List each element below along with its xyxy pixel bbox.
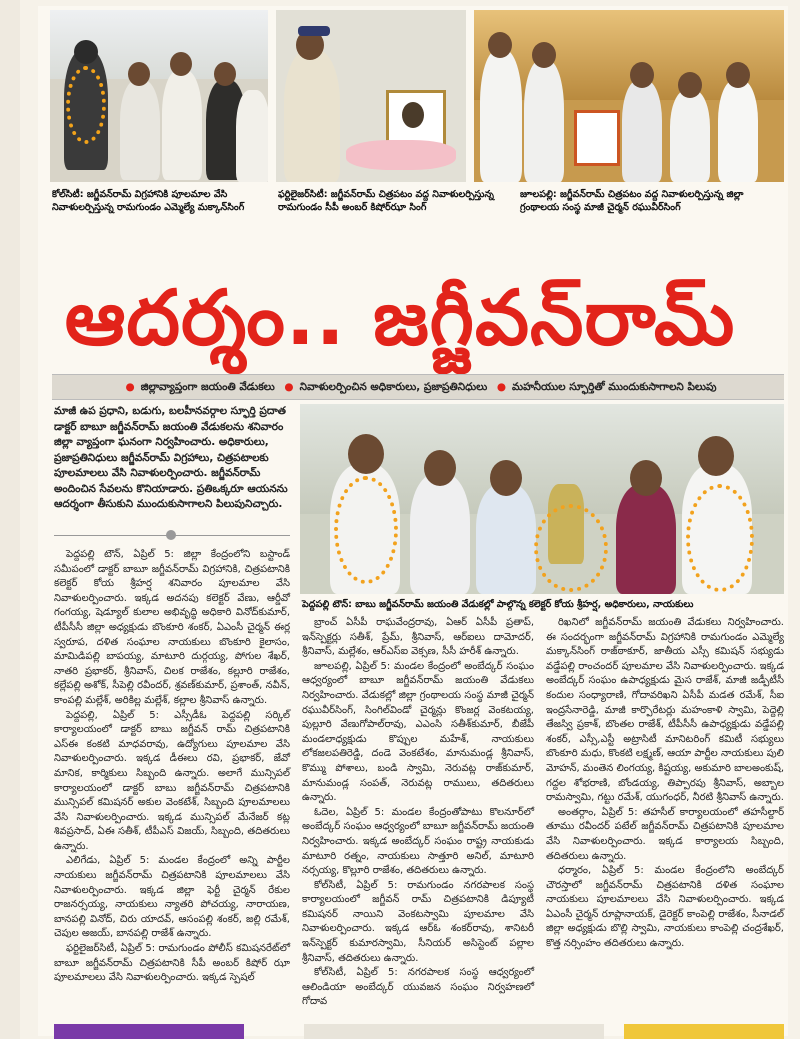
article-paragraph: ఓదెల, ఏప్రిల్ 5: మండల కేంద్రంతోపాటు కొలనూర్‌లో అంబేద్కర్ సంఘం ఆధ్వర్యంలో బాబూ జగ్జీవన్‌రామ్ జయంతి నిర్వహించారు. ఇక్కడ అంబేద్కర్ సంఘం రాష్ట్ర నాయకుడు మాటూరి రత్నం, నాయకులు సాత్తూరి అనిల్, మాటూరి నర్సయ్య, కొల్లూరి రాజేశం, తదితరులు ఉన్నారు.: [302, 806, 534, 877]
caption-top-right: జూలపల్లి: జగ్జీవన్‌రామ్ చిత్రపటం వద్ద నివాళులర్పిస్తున్న జిల్లా గ్రంథాలయ సంస్థ మాజీ చైర్మన్ రఘువీర్‌సింగ్: [520, 189, 744, 213]
article-paragraph: కోల్‌సిటీ, ఏప్రిల్ 5: నగరపాలక సంస్థ ఆధ్వర్యంలో ఆలిండియా అంబేద్కర్ యువజన సంఘం నిర్వహణలో గోదావ: [302, 967, 534, 1008]
article-paragraph: రిఖనిలో జగ్జీవన్‌రామ్ జయంతి వేడుకలు నిర్వహించారు. ఈ సందర్భంగా జగ్జీవన్‌రామ్ విగ్రహానికి రామగుండం ఎమ్మెల్యే మక్కాన్‌సింగ్ రాజ్‌ఠాకూర్, జాతీయ ఎస్సీ కమిషన్ సభ్యుడు వడ్డేపల్లి రాంచందర్ పూలమాల వేసి నివాళులర్పించారు. ఇక్కడ అంబేద్కర్ సంఘం ఉపాధ్యక్షుడు మైస రాజేశ్, మాజీ జడ్పీటీసీ కందుల సంధ్యారాణి, గోదావరిఖని ఏసీపీ మడత రమేశ్, సీఐ ఇంద్రసేనారెడ్డి, మాజీ కార్పొరేటర్లు మహంకాళి స్వామి, పెద్దెల్లి తేజస్వి ప్రకాశ్, బొంతల రాజేశ్, టీపీసీసీ ఉపాధ్యక్షుడు వడ్డేపల్లి శంకర్, ఎస్సీ,ఎస్టీ అట్రాసిటీ మానిటరింగ్ కమిటీ సభ్యులు బొంకూరి మధు, కొంకటి లక్ష్మణ్, ఆయా పార్టీల నాయకులు పులి మోహన్, మంతెన లింగయ్య, కిష్టయ్య, అకుమారి బాలఅంకుష్, గద్దల శోభరాణి, బోండయ్య, తిప్పారపు శ్రీనివాస్, అబ్బాల రామస్వామి, గట్టు రమేశ్, యుగంధర్, నీరటి శ్రీనివాస్ ఉన్నారు.: [546, 617, 784, 804]
article-paragraph: ధర్మారం, ఏప్రిల్ 5: మండల కేంద్రంలోని అంబేద్కర్ చౌరస్తాలో జగ్జీవన్‌రామ్ చిత్రపటానికి దళిత సంఘాల నాయకులు పూలమాలలు వేసి నివాళులర్పించారు. ఇక్కడ ఏఎంసీ చైర్మన్ రూప్లానాయక్, డైరెక్టర్ కాంపెల్లి రాజేశం, సీనాడల్ జిల్లా అధ్యక్షుడు బొల్లి స్వామి, నాయకులు కాంపెల్లి చంద్రశేఖర్, కొత్త నర్సింహం తదితరులు ఉన్నారు.: [546, 865, 784, 950]
next-article-strip: [54, 1022, 784, 1039]
photo-top-mid: [276, 10, 466, 182]
subheadline-bar: ● జిల్లావ్యాప్తంగా జయంతి వేడుకలు ● నివాళులర్పించిన అధికారులు, ప్రజాప్రతినిధులు ● మహనీయుల స్ఫూర్తితో ముందుకుసాగాలని పిలుపు: [52, 374, 784, 400]
article-paragraph: కోల్‌సిటీ, ఏప్రిల్ 5: రామగుండం నగరపాలక సంస్థ కార్యాలయంలో జగ్జీవన్ రామ్ చిత్రపటానికి డిప్యూటీ కమిషనర్ నాయిని వెంకటస్వామి పూలమాల వేసి నివాళులర్పించారు. ఇక్కడ ఆర్‌ఓ శంకర్‌రావు, శానిటరీ ఇన్‌స్పెక్టర్ కుమారస్వామి, సీనియర్ అసిస్టెంట్ పల్లాల శ్రీనివాస్, తదితరులు ఉన్నారు.: [302, 879, 534, 964]
article-paragraph: జూలపల్లి, ఏప్రిల్ 5: మండల కేంద్రంలో అంబేద్కర్ సంఘం ఆధ్వర్యంలో బాబూ జగ్జీవన్‌రామ్ జయంతి వేడుకలు నిర్వహించారు. వేడుకల్లో జిల్లా గ్రంథాలయ సంస్థ మాజీ చైర్మన్ రఘువీర్‌సింగ్, సింగిల్‌విండో చైర్మన్లు కొంజర్ల వెంకటయ్య, పుల్లూరి వేణుగోపాల్‌రావు, ఎఎంసి సతీశ్‌కుమార్, బీజేపీ మండలాధ్యక్షుడు కొప్పుల మహేశ్, నాయకులు లోకజలపతిరెడ్డి, దండె వెంకటేశం, మానుమండ్ల శ్రీనివాస్, కొమ్ము పోశాలు, బండి స్వామి, నెరువట్ల రాజ్‌కుమార్, మానుమండ్ల సంపత్, నెరువట్ల రాములు, తదితరులు ఉన్నారు.: [302, 660, 534, 804]
article-paragraph: ఎలిగేడు, ఏప్రిల్ 5: మండల కేంద్రంలో అన్ని పార్టీల నాయకులు జగ్జీవన్‌రామ్ చిత్రపటానికి పూలమాలలు వేసి నివాళులర్పించారు. ఇక్కడ జిల్లా ఫెర్టీ చైర్మన్ రేకుల రాజనర్సయ్య, నాయకులు న్యాతరి పోచయ్య, నారాయణ, బానపల్లి వినోద్, చిరు యాదవ్, ఆసంపల్లి శంకర్, జల్లి రమేశ్, చెపుల అజయ్, బానపల్లి రాజేశ్ ఉన్నారు.: [54, 855, 290, 940]
photo-center: [300, 404, 784, 594]
subheadline-item: మహనీయుల స్ఫూర్తితో ముందుకుసాగాలని పిలుపు: [512, 381, 717, 393]
article-paragraph: ఫర్టిలైజర్‌సిటీ, ఏప్రిల్ 5: రామగుండం పోలీస్ కమిషనరేట్‌లో బాబూ జగ్జీవన్‌రామ్ చిత్రపటానికి సీపీ అంబర్ కిషోర్ ఝా పూలమాలలు వేసి నివాళులర్పించారు. ఇక్కడ స్పెషల్: [54, 943, 290, 984]
caption-top-mid: ఫర్టిలైజర్‌సిటీ: జగ్జీవన్‌రామ్ చిత్రపటం వద్ద నివాళులర్పిస్తున్న రామగుండం సీపీ అంబర్ కిషోర్‌ఝా సింగ్: [278, 189, 494, 213]
section-divider: [54, 528, 290, 542]
photo-top-left: [50, 10, 268, 182]
article-paragraph: అంతర్గాం, ఏప్రిల్ 5: తహసీల్ కార్యాలయంలో తహసీల్దార్ తూము రవీందర్ పటేల్ జగ్జీవన్‌రామ్ చిత్రపటానికి పూలమాల వేసి నివాళులర్పించారు. ఇక్కడ కార్యాలయ సిబ్బంది, తదితరులు ఉన్నారు.: [546, 806, 784, 862]
caption-top-left: కోల్‌సిటీ: జగ్జీవన్‌రామ్ విగ్రహానికి పూలమాల వేసి నివాళులర్పిస్తున్న రామగుండం ఎమ్మెల్యే మక్కాన్‌సింగ్: [52, 189, 245, 213]
intro-paragraph: మాజీ ఉప ప్రధాని, బడుగు, బలహీనవర్గాల స్ఫూర్తి ప్రదాత డాక్టర్ బాబూ జగ్జీవన్‌రామ్ జయంతి వేడుకలను శనివారం జిల్లా వ్యాప్తంగా ఘనంగా నిర్వహించారు. అధికారులు, ప్రజాప్రతినిధులు జగ్జీవన్‌రామ్ విగ్రహాలు, చిత్రపటాలకు పూలమాలలు వేసి నివాళులర్పించారు. జగ్జీవన్‌రామ్ అందించిన సేవలను కొనియాడారు. ప్రతిఒక్కరూ ఆయనను ఆదర్శంగా తీసుకుని ముందుకుసాగాలని పిలుపునిచ్చారు.: [54, 405, 288, 510]
photo-top-right: [474, 10, 784, 182]
article-paragraph: బ్రాంచ్ ఏసీపీ రాఘవేంద్రరావు, ఏఆర్ ఏసీపీ ప్రతాప్, ఇన్‌స్పెక్టర్లు సతీశ్, ప్రేమ్, శ్రీనివాస్, ఆర్ఐలు దామోదర్, శ్రీనివాస్, మల్లేశం, ఆర్ఎస్ఐ వెక్సణ, సీసీ హరీశ్ ఉన్నారు.: [302, 617, 534, 658]
article-paragraph: పెద్దపల్లి టౌన్, ఏప్రిల్ 5: జిల్లా కేంద్రంలోని బస్టాండ్ సమీపంలో డాక్టర్ బాబూ జగ్జీవన్‌రామ్ విగ్రహానికి, చిత్రపటానికి కలెక్టర్ కోయ శ్రీహర్ష శనివారం పూలమాల వేసి నివాళులర్పించారు. ఇక్కడ అదనపు కలెక్టర్ వేణు, ఆర్డీవో గంగయ్య, షెడ్యూల్ కులాల అభివృద్ధి అధికారి వినోద్‌కుమార్, టీపీసీసీ జిల్లా అధ్యక్షుడు బొంకూరి శంకర్, ఏఎంసీ చైర్మన్ ఈర్ల స్వరూప, దళిత సంఘాల నాయకులు బొంకూరి కైలాసం, మామిడిపల్లి బాపయ్య, మాటూరి దుర్గయ్య, పోగుల శేఖర్, నాతరి ప్రభాకర్, శ్రీనివాస్, చిలక రాజేశం, కల్లూరి రాజేశం, కల్లేపల్లి అశోక్, సీపెల్లి రవీందర్, శ్రవణ్‌కుమార్, ప్రశాంత్, నవీన్, కాంపల్లి మల్లేశ్, అరికిల్ల మల్లేశ్, కల్లాల శ్రీనివాస్ ఉన్నారు.: [54, 549, 290, 706]
article-column-1: [54, 548, 290, 986]
article-column-2: [302, 616, 534, 1010]
article-column-3: [546, 616, 784, 952]
subheadline-item: జిల్లావ్యాప్తంగా జయంతి వేడుకలు: [140, 381, 275, 393]
left-margin-strip: [0, 0, 20, 1039]
article-paragraph: పెద్దపల్లి, ఏప్రిల్ 5: ఎస్సీడీఓ పెద్దపల్లి సర్కిల్ కార్యాలయంలో డాక్టర్ బాబు జగ్జీవన్ రామ్ చిత్రపటానికి ఎస్‌ఈ కంకటి మాధవరావు, ఉద్యోగులు పూలమాల వేసి నివాళులర్పించారు. ఇక్కడ డీఈలు రవి, ప్రభాకర్, జేవో మానిక, కార్మికులు సిబ్బంది ఉన్నారు. అలాగే మున్సిపల్ కార్యాలయంలో డాక్టర్ బాబు జగ్జీవన్‌రామ్ చిత్రపటానికి మున్సిపల్ కమిషనర్ అకుల వెంకటేశ్, సిబ్బంది పూలమాలలు వేసి నివాళులర్పించారు. ఇక్కడ మున్సిపల్ మేనేజర్ కట్ల శివప్రసాద్, ఏఈ సతీశ్, టీపీఎస్ విజయ్, సిబ్బంది, తదితరులు ఉన్నారు.: [54, 709, 290, 852]
subheadline-item: నివాళులర్పించిన అధికారులు, ప్రజాప్రతినిధులు: [299, 381, 488, 393]
caption-center: పెద్దపల్లి టౌన్: బాబు జగ్జీవన్‌రామ్ జయంతి వేడుకల్లో పాల్గొన్న కలెక్టర్ కోయ శ్రీహర్ష, అధికారులు, నాయకులు: [302, 599, 694, 610]
headline: ఆదర్శం.. జగ్జీవన్‌రామ్: [64, 273, 736, 362]
